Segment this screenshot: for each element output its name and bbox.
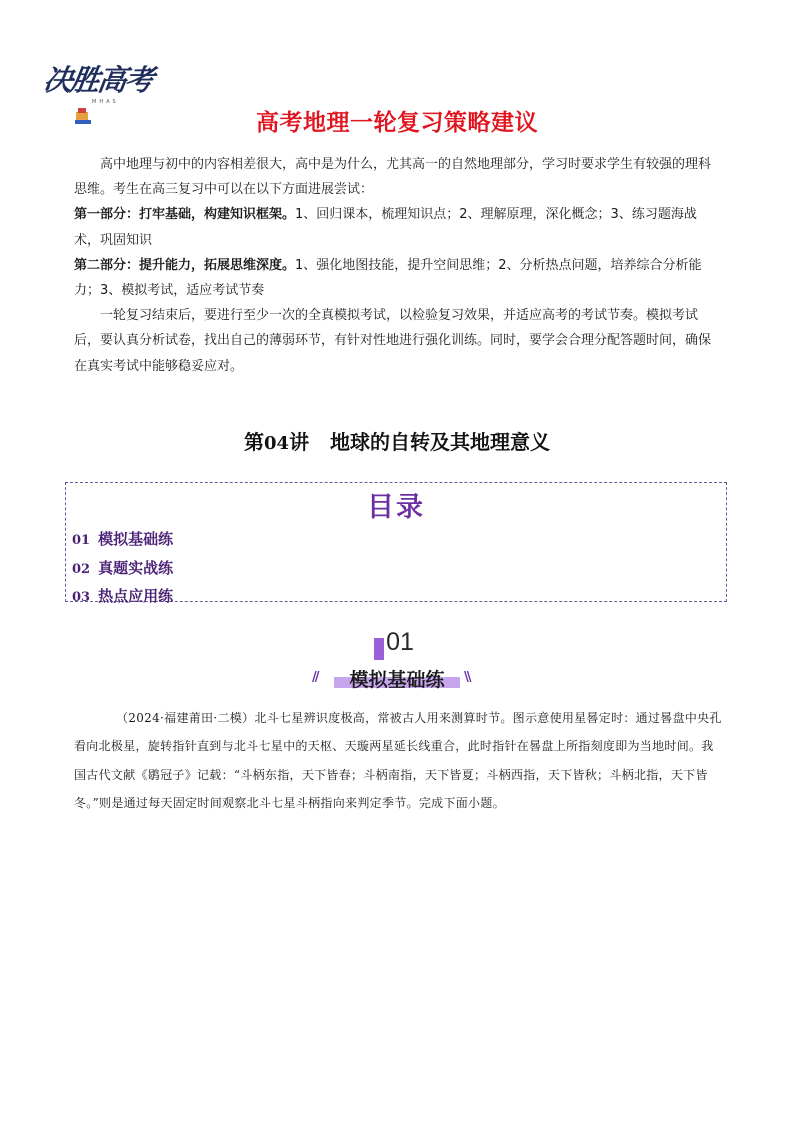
part1-lead: 第一部分：打牢基础，构建知识框架。 (74, 207, 296, 223)
toc-item-label: 模拟基础练 (98, 530, 174, 548)
intro-section (74, 152, 722, 379)
section-header (0, 628, 794, 694)
section-slash-left: // (312, 670, 318, 685)
toc-list (72, 526, 173, 612)
lecture-number: 04 (264, 433, 290, 454)
part2-body: 1、强化地图技能，提升空间思维；2、分析热点问题，培养综合分析能力；3、模拟考试，适应考试节奏 (74, 257, 702, 299)
logo-text: 决胜高考 (41, 63, 155, 97)
section-name-wrap (320, 665, 474, 691)
section-slash-right: \\ (464, 670, 470, 685)
section-number: 01 (386, 628, 414, 656)
lecture-suffix: 讲 (289, 430, 310, 454)
part1-paragraph (74, 202, 722, 252)
toc-item-2[interactable] (72, 555, 173, 584)
toc-item-3[interactable] (72, 583, 173, 612)
logo-subtitle: MHAS (92, 99, 119, 105)
toc-item-number: 03 (72, 590, 91, 605)
review-paragraph: 一轮复习结束后，要进行至少一次的全真模拟考试，以检验复习效果，并适应高考的考试节奏。模拟考试后，要认真分析试卷，找出自己的薄弱环节，有针对性地进行强化训练。同时，要学会合理分配答题时间，确保在真实考试中能够稳妥应对。 (74, 308, 712, 374)
toc-item-number: 01 (72, 533, 91, 548)
intro-paragraph: 高中地理与初中的内容相差很大，高中是为什么，尤其高一的自然地理部分，学习时要求学生有较强的理科思维。考生在高三复习中可以在以下方面进展尝试： (74, 157, 712, 198)
question-stem: （2024·福建莆田·二模）北斗七星辨识度极高，常被古人用来测算时节。图示意使用星晷定时：通过晷盘中央孔看向北极星，旋转指针直到与北斗七星中的天枢、天璇两星延长线重合，此时指针在晷盘上所指刻度即为当地时间。我国古代文献《鹖冠子》记载：“斗柄东指，天下皆春；斗柄南指，天下皆夏；斗柄西指，天下皆秋；斗柄北指，天下皆冬。”则是通过每天固定时间观察北斗七星斗柄指向来判定季节。完成下面小题。 (74, 711, 722, 811)
lecture-prefix: 第 (244, 430, 265, 454)
page-title: 高考地理一轮复习策略建议 (256, 110, 538, 136)
part2-lead: 第二部分：提升能力，拓展思维深度。 (74, 257, 296, 273)
toc-heading: 目录 (367, 492, 425, 523)
toc-item-1[interactable] (72, 526, 173, 555)
part2-paragraph (74, 253, 722, 303)
section-name: 模拟基础练 (349, 669, 445, 691)
toc-item-label: 真题实战练 (98, 558, 174, 577)
toc-item-number: 02 (72, 561, 91, 577)
table-of-contents (65, 482, 727, 605)
lecture-title (0, 426, 794, 455)
lecture-topic: 地球的自转及其地理意义 (329, 430, 550, 454)
toc-item-label: 热点应用练 (98, 587, 174, 605)
part1-body: 1、回归课本，梳理知识点；2、理解原理，深化概念；3、练习题海战术，巩固知识 (74, 207, 697, 248)
